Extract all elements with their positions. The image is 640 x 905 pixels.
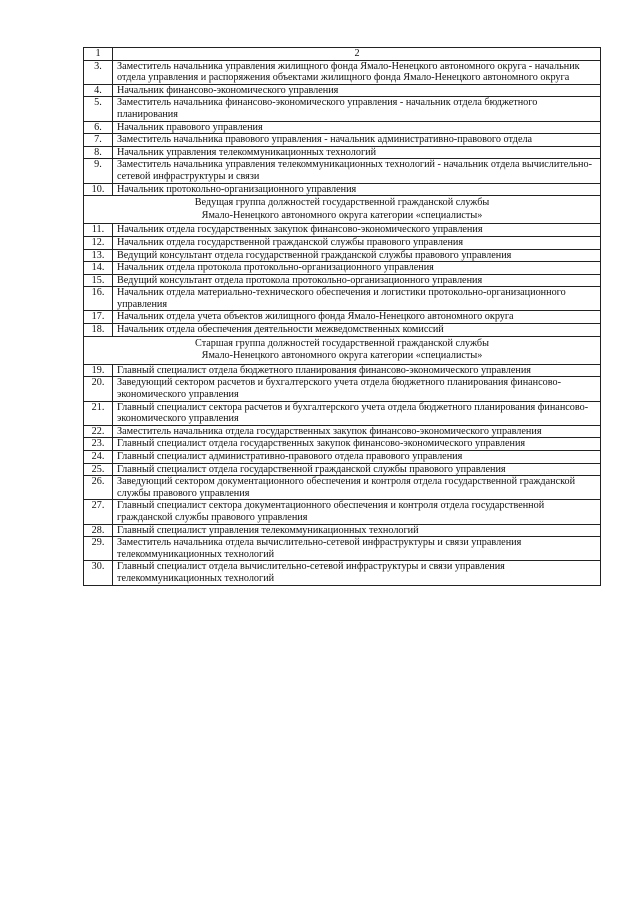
row-number: 18. [84, 324, 113, 337]
position-title: Главный специалист сектора расчетов и бухгалтерского учета отдела бюджетного планирования финансово-экономического управления [113, 401, 601, 425]
table-row [84, 324, 601, 337]
position-title: Главный специалист отдела бюджетного планирования финансово-экономического управления [113, 364, 601, 377]
position-title: Главный специалист отдела государственной гражданской службы правового управления [113, 463, 601, 476]
row-number: 24. [84, 451, 113, 464]
group-heading-line: Ведущая группа должностей государственной гражданской службы [194, 197, 490, 209]
table-row [84, 377, 601, 401]
document-page [83, 47, 601, 586]
table-row [84, 262, 601, 275]
row-number: 5. [84, 97, 113, 121]
position-title: Начальник протокольно-организационного управления [113, 183, 601, 196]
table-row [84, 438, 601, 451]
position-title: Ведущий консультант отдела протокола протокольно-организационного управления [113, 274, 601, 287]
position-title: Заместитель начальника отдела государственных закупок финансово-экономического управления [113, 425, 601, 438]
table-row [84, 183, 601, 196]
position-title: Заместитель начальника правового управления - начальник административно-правового отдела [113, 134, 601, 147]
position-title: Начальник отдела обеспечения деятельности межведомственных комиссий [113, 324, 601, 337]
row-number: 14. [84, 262, 113, 275]
position-title: Ведущий консультант отдела государственной гражданской службы правового управления [113, 249, 601, 262]
header-col-position: 2 [113, 48, 601, 61]
row-number: 11. [84, 224, 113, 237]
row-number: 25. [84, 463, 113, 476]
row-number: 23. [84, 438, 113, 451]
position-title: Главный специалист отдела вычислительно-сетевой инфраструктуры и связи управления телекоммуникационных технологий [113, 561, 601, 585]
row-number: 7. [84, 134, 113, 147]
header-col-number: 1 [84, 48, 113, 61]
table-row [84, 401, 601, 425]
row-number: 10. [84, 183, 113, 196]
row-number: 9. [84, 159, 113, 183]
row-number: 28. [84, 524, 113, 537]
table-row [84, 84, 601, 97]
position-title: Заместитель начальника финансово-экономического управления - начальник отдела бюджетного планирования [113, 97, 601, 121]
position-title: Начальник отдела учета объектов жилищного фонда Ямало-Ненецкого автономного округа [113, 311, 601, 324]
table-body [84, 60, 601, 585]
table-row [84, 236, 601, 249]
row-number: 12. [84, 236, 113, 249]
row-number: 13. [84, 249, 113, 262]
row-number: 30. [84, 561, 113, 585]
position-title: Главный специалист сектора документационного обеспечения и контроля отдела государственной гражданской службы правового управления [113, 500, 601, 524]
row-number: 22. [84, 425, 113, 438]
table-row [84, 524, 601, 537]
table-row [84, 311, 601, 324]
row-number: 16. [84, 287, 113, 311]
row-number: 19. [84, 364, 113, 377]
table-row [84, 451, 601, 464]
table-row [84, 500, 601, 524]
row-number: 4. [84, 84, 113, 97]
position-title: Начальник отдела государственной гражданской службы правового управления [113, 236, 601, 249]
group-heading-line: Ямало-Ненецкого автономного округа категории «специалисты» [201, 209, 483, 221]
row-number: 8. [84, 146, 113, 159]
table-row [84, 476, 601, 500]
table-row [84, 146, 601, 159]
position-title: Заведующий сектором документационного обеспечения и контроля отдела государственной гражданской службы правового управления [113, 476, 601, 500]
table-row [84, 224, 601, 237]
row-number: 20. [84, 377, 113, 401]
table-row [84, 249, 601, 262]
table-row [84, 159, 601, 183]
position-title: Заместитель начальника отдела вычислительно-сетевой инфраструктуры и связи управления телекоммуникационных технологий [113, 537, 601, 561]
group-heading [84, 336, 601, 364]
row-number: 21. [84, 401, 113, 425]
position-title: Заместитель начальника управления телекоммуникационных технологий - начальник отдела вычислительно-сетевой инфраструктуры и связи [113, 159, 601, 183]
table-row [84, 60, 601, 84]
group-heading [84, 196, 601, 224]
position-title: Начальник финансово-экономического управления [113, 84, 601, 97]
table-row [84, 121, 601, 134]
position-title: Главный специалист отдела государственных закупок финансово-экономического управления [113, 438, 601, 451]
position-title: Начальник отдела государственных закупок финансово-экономического управления [113, 224, 601, 237]
position-title: Начальник управления телекоммуникационных технологий [113, 146, 601, 159]
table-row [84, 134, 601, 147]
position-title: Заместитель начальника управления жилищного фонда Ямало-Ненецкого автономного округа - начальник отдела управления и распоряжения объектами жилищного фонда Ямало-Ненецкого автономного округа [113, 60, 601, 84]
table-row [84, 274, 601, 287]
group-heading-line: Ямало-Ненецкого автономного округа категории «специалисты» [201, 350, 483, 362]
positions-table [83, 47, 601, 586]
position-title: Начальник отдела протокола протокольно-организационного управления [113, 262, 601, 275]
position-title: Главный специалист управления телекоммуникационных технологий [113, 524, 601, 537]
row-number: 27. [84, 500, 113, 524]
table-row [84, 463, 601, 476]
position-title: Главный специалист административно-правового отдела правового управления [113, 451, 601, 464]
table-header-row [84, 48, 601, 61]
row-number: 15. [84, 274, 113, 287]
table-row [84, 364, 601, 377]
table-row [84, 97, 601, 121]
table-row [84, 425, 601, 438]
row-number: 3. [84, 60, 113, 84]
row-number: 26. [84, 476, 113, 500]
table-row [84, 287, 601, 311]
position-title: Заведующий сектором расчетов и бухгалтерского учета отдела бюджетного планирования финансово-экономического управления [113, 377, 601, 401]
row-number: 29. [84, 537, 113, 561]
group-heading-line: Старшая группа должностей государственной гражданской службы [195, 337, 489, 349]
group-heading-row [84, 336, 601, 364]
row-number: 17. [84, 311, 113, 324]
table-row [84, 537, 601, 561]
row-number: 6. [84, 121, 113, 134]
position-title: Начальник правового управления [113, 121, 601, 134]
table-row [84, 561, 601, 585]
position-title: Начальник отдела материально-технического обеспечения и логистики протокольно-организационного управления [113, 287, 601, 311]
group-heading-row [84, 196, 601, 224]
